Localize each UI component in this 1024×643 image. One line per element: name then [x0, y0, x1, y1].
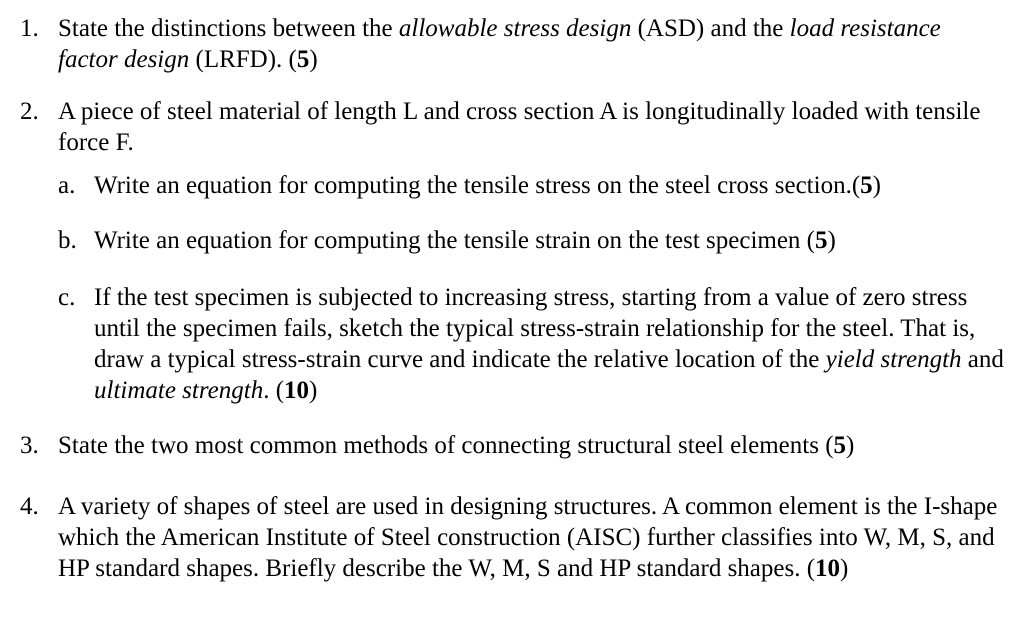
question-4-marks: 10 [815, 555, 841, 582]
question-3-text: State the two most common methods of connecting structural steel elements (5) [58, 432, 855, 459]
question-1 [20, 13, 1004, 75]
question-4-text: A variety of shapes of steel are used in designing structures. A common element is the I-shape which the American Institute of Steel construction (AISC) further classifies into W, M, S, and HP standard shapes. Briefly describe the W, M, S and HP standard shapes. (10) [58, 493, 998, 582]
question-2c [58, 282, 1004, 406]
question-2c-label: c. [58, 284, 76, 311]
term-yield-strength: yield strength [825, 346, 962, 373]
question-2a-marks: 5 [860, 172, 873, 199]
question-2b-marks: 5 [815, 227, 828, 254]
question-2c-marks: 10 [284, 377, 310, 404]
question-4 [20, 491, 1004, 584]
question-4-number: 4. [20, 493, 39, 520]
question-2 [20, 96, 1004, 158]
question-2b-text: Write an equation for computing the tensile strain on the test specimen (5) [94, 227, 836, 254]
question-2b [58, 225, 1004, 256]
term-ultimate-strength: ultimate strength [94, 377, 264, 404]
question-3-marks: 5 [833, 432, 847, 459]
term-allowable-stress-design: allowable stress design [398, 15, 632, 42]
question-2a-text: Write an equation for computing the tensile stress on the steel cross section.(5) [94, 172, 881, 199]
question-2-text: A piece of steel material of length L and cross section A is longitudinally loaded with tensile force F. [58, 98, 981, 156]
question-2c-text: If the test specimen is subjected to increasing stress, starting from a value of zero stress until the specimen fails, sketch the typical stress-strain relationship for the steel. That is, draw a typical stress-strain curve and indicate the relative location of the yield strength and ultimate strength. (10) [94, 284, 1004, 404]
question-2a-label: a. [58, 172, 76, 199]
question-2b-label: b. [58, 227, 77, 254]
question-1-marks: 5 [296, 46, 310, 73]
question-3 [20, 430, 1004, 461]
question-3-number: 3. [20, 432, 39, 459]
term-load-resistance-factor-design: load resistance factor design [58, 15, 941, 73]
question-2-number: 2. [20, 98, 39, 125]
question-2a [58, 170, 1004, 201]
question-1-number: 1. [20, 15, 39, 42]
question-1-text: State the distinctions between the allowable stress design (ASD) and the load resistance factor design (LRFD). (5) [58, 15, 941, 73]
